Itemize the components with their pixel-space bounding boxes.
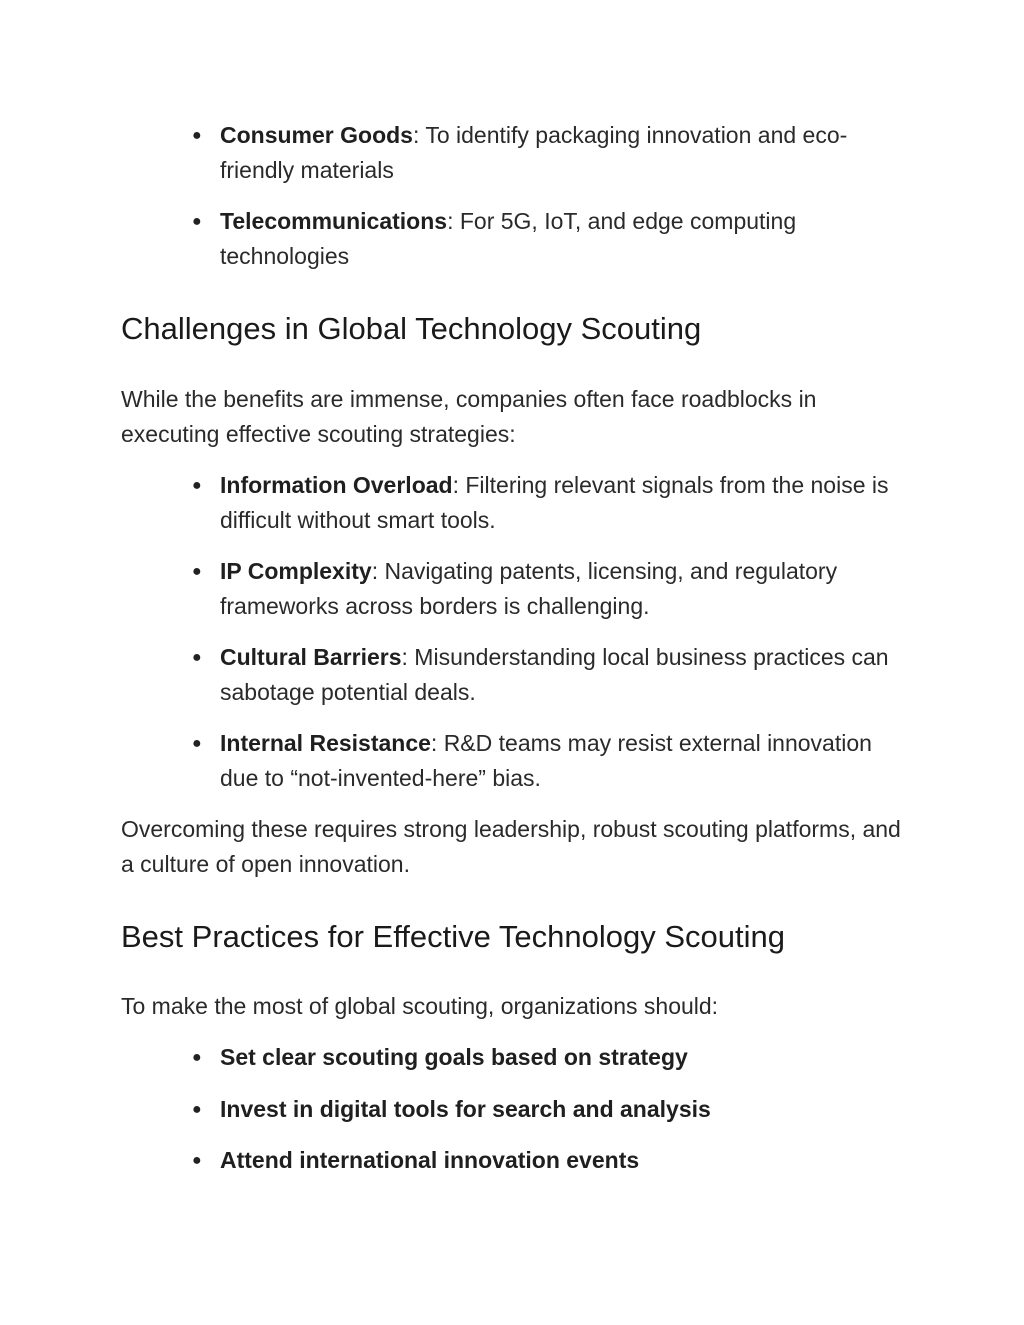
list-item-term: Set clear scouting goals based on strategy <box>220 1044 688 1070</box>
list-item-consumer-goods <box>192 118 910 188</box>
list-item-term: Attend international innovation events <box>220 1147 640 1173</box>
section-heading-best-practices: Best Practices for Effective Technology Scouting <box>121 919 785 954</box>
list-item-desc: : Filtering relevant signals from the noise is difficult without smart tools. <box>220 472 889 533</box>
best-practices-intro: To make the most of global scouting, organizations should: <box>121 993 719 1019</box>
list-item-term: Internal Resistance <box>220 730 431 756</box>
bullet-icon: ● <box>192 127 202 144</box>
list-item-information-overload <box>192 468 910 538</box>
list-item-internal-resistance <box>192 726 910 796</box>
bullet-icon: ● <box>192 735 202 752</box>
list-item-cultural-barriers <box>192 640 910 710</box>
list-item-term: Telecommunications <box>220 208 448 234</box>
list-item-telecommunications <box>192 204 910 274</box>
bullet-icon: ● <box>192 213 202 230</box>
list-item-ip-complexity <box>192 554 910 624</box>
list-item-desc: : For 5G, IoT, and edge computing technologies <box>220 208 797 269</box>
list-item-invest-tools <box>192 1092 910 1127</box>
bullet-icon: ● <box>192 1152 202 1169</box>
list-item-desc: : Navigating patents, licensing, and regulatory frameworks across borders is challenging. <box>220 558 838 619</box>
list-item-term: Invest in digital tools for search and analysis <box>220 1096 711 1122</box>
challenges-intro: While the benefits are immense, companies often face roadblocks in executing effective scouting strategies: <box>121 386 817 447</box>
list-item-desc: : R&D teams may resist external innovation due to “not-invented-here” bias. <box>220 730 872 791</box>
bullet-icon: ● <box>192 563 202 580</box>
list-item-desc: : To identify packaging innovation and eco-friendly materials <box>220 122 848 183</box>
list-item-term: IP Complexity <box>220 558 372 584</box>
bullet-icon: ● <box>192 477 202 494</box>
list-item-term: Cultural Barriers <box>220 644 402 670</box>
list-item-attend-events <box>192 1143 910 1178</box>
bullet-icon: ● <box>192 649 202 666</box>
bullet-icon: ● <box>192 1049 202 1066</box>
list-item-term: Information Overload <box>220 472 453 498</box>
challenges-outro: Overcoming these requires strong leadership, robust scouting platforms, and a culture of open innovation. <box>121 816 901 877</box>
bullet-icon: ● <box>192 1101 202 1118</box>
section-heading-challenges: Challenges in Global Technology Scouting <box>121 311 702 346</box>
list-item-desc: : Misunderstanding local business practices can sabotage potential deals. <box>220 644 889 705</box>
list-item-term: Consumer Goods <box>220 122 413 148</box>
list-item-set-goals <box>192 1040 910 1075</box>
